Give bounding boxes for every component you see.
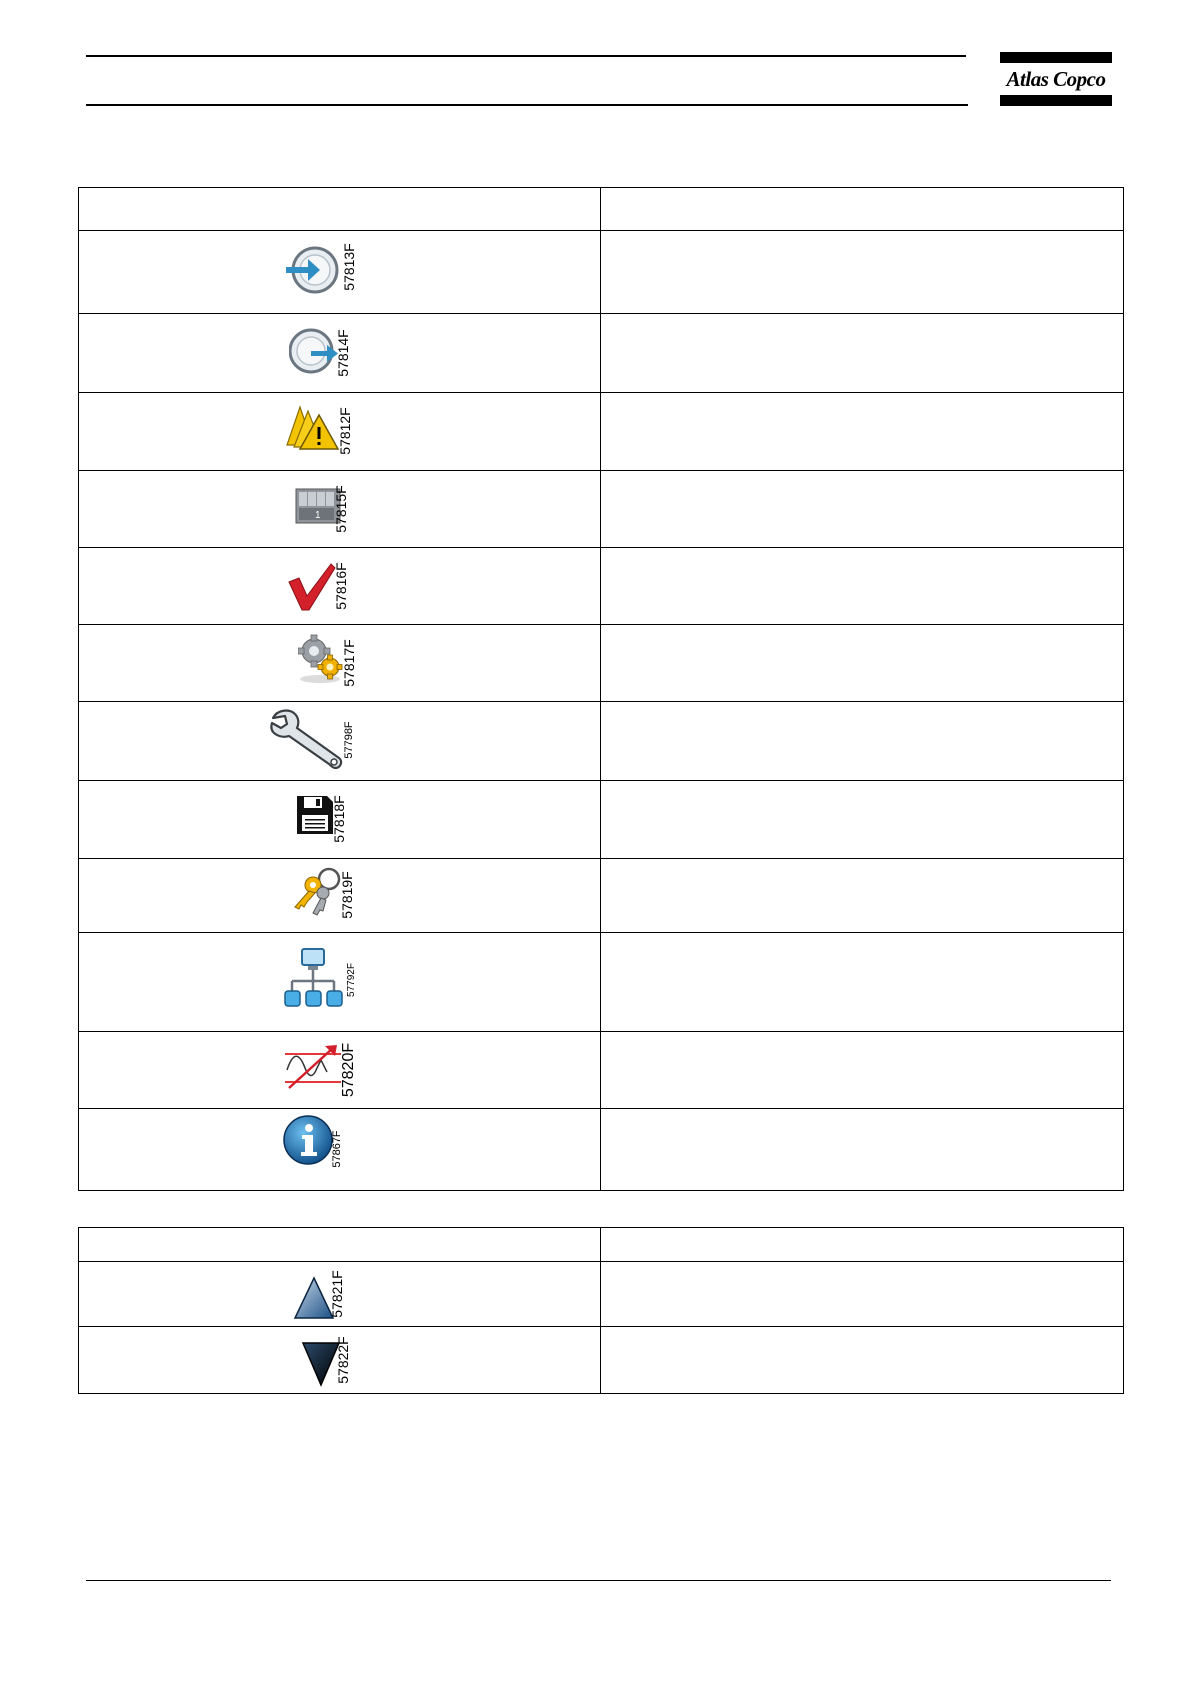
description-cell: [601, 859, 1124, 933]
description-cell: [601, 548, 1124, 625]
icon-code: 57798F: [343, 721, 355, 759]
table-row: [79, 1032, 1124, 1109]
atlas-copco-logo: [1000, 52, 1112, 106]
trend-chart-icon: [283, 1042, 343, 1094]
table-row: [79, 859, 1124, 933]
table-row: [79, 933, 1124, 1032]
table-row: [79, 314, 1124, 393]
logo-bar-bottom: [1000, 95, 1112, 106]
checkmark-icon: [287, 562, 337, 612]
description-cell: [601, 471, 1124, 548]
table-row: [79, 1109, 1124, 1191]
table-header-row: [79, 188, 1124, 231]
table-header-row: [79, 1228, 1124, 1262]
icon-table: [78, 1227, 1124, 1394]
table-row: [79, 548, 1124, 625]
description-cell: [601, 1109, 1124, 1191]
logo-bar-top: [1000, 52, 1112, 63]
arrow-into-circle-icon: [283, 242, 339, 298]
table-row: [79, 1327, 1124, 1394]
icon-code: 57815F: [333, 485, 349, 533]
header-rule-bottom: [86, 104, 968, 106]
icon-code: 57867F: [331, 1130, 343, 1168]
info-icon: [282, 1114, 334, 1166]
icon-table: [78, 187, 1124, 1191]
icon-code: 57821F: [329, 1270, 345, 1318]
table-row: [79, 702, 1124, 781]
header-cell-description: [601, 188, 1124, 231]
description-cell: [601, 1262, 1124, 1327]
floppy-disk-icon: [296, 795, 334, 835]
arrow-out-of-circle-icon: [289, 324, 339, 378]
table-row: [79, 393, 1124, 471]
description-cell: [601, 314, 1124, 393]
description-cell: [601, 625, 1124, 702]
icon-code: 57792F: [346, 963, 357, 997]
footer-rule: [86, 1580, 1111, 1581]
svg-text:1: 1: [315, 510, 321, 521]
icon-code: 57814F: [335, 329, 351, 377]
header-rule-top: [86, 55, 966, 57]
table-row: [79, 781, 1124, 859]
description-cell: [601, 1327, 1124, 1394]
icon-code: 57813F: [341, 243, 357, 291]
icon-code: 57822F: [335, 1336, 351, 1384]
table-row: [79, 471, 1124, 548]
description-cell: [601, 231, 1124, 314]
table-row: [79, 231, 1124, 314]
table-row: [79, 625, 1124, 702]
description-cell: [601, 393, 1124, 471]
description-cell: [601, 781, 1124, 859]
gears-icon: [298, 633, 344, 685]
icon-code: 57818F: [331, 795, 347, 843]
warning-triangles-icon: [286, 405, 340, 451]
header-cell-icon: [79, 1228, 601, 1262]
icon-code: 57820F: [340, 1042, 357, 1098]
network-icon: [284, 947, 344, 1013]
description-cell: [601, 1032, 1124, 1109]
description-cell: [601, 702, 1124, 781]
icon-code: 57817F: [341, 639, 357, 687]
icon-code: 57812F: [337, 407, 353, 455]
description-cell: [601, 933, 1124, 1032]
header-cell-description: [601, 1228, 1124, 1262]
icon-code: 57819F: [339, 871, 355, 919]
wrench-icon: [269, 708, 345, 772]
header-cell-icon: [79, 188, 601, 231]
logo-text: Atlas Copco: [1006, 67, 1106, 91]
table-row: [79, 1262, 1124, 1327]
icon-code: 57816F: [333, 562, 349, 610]
